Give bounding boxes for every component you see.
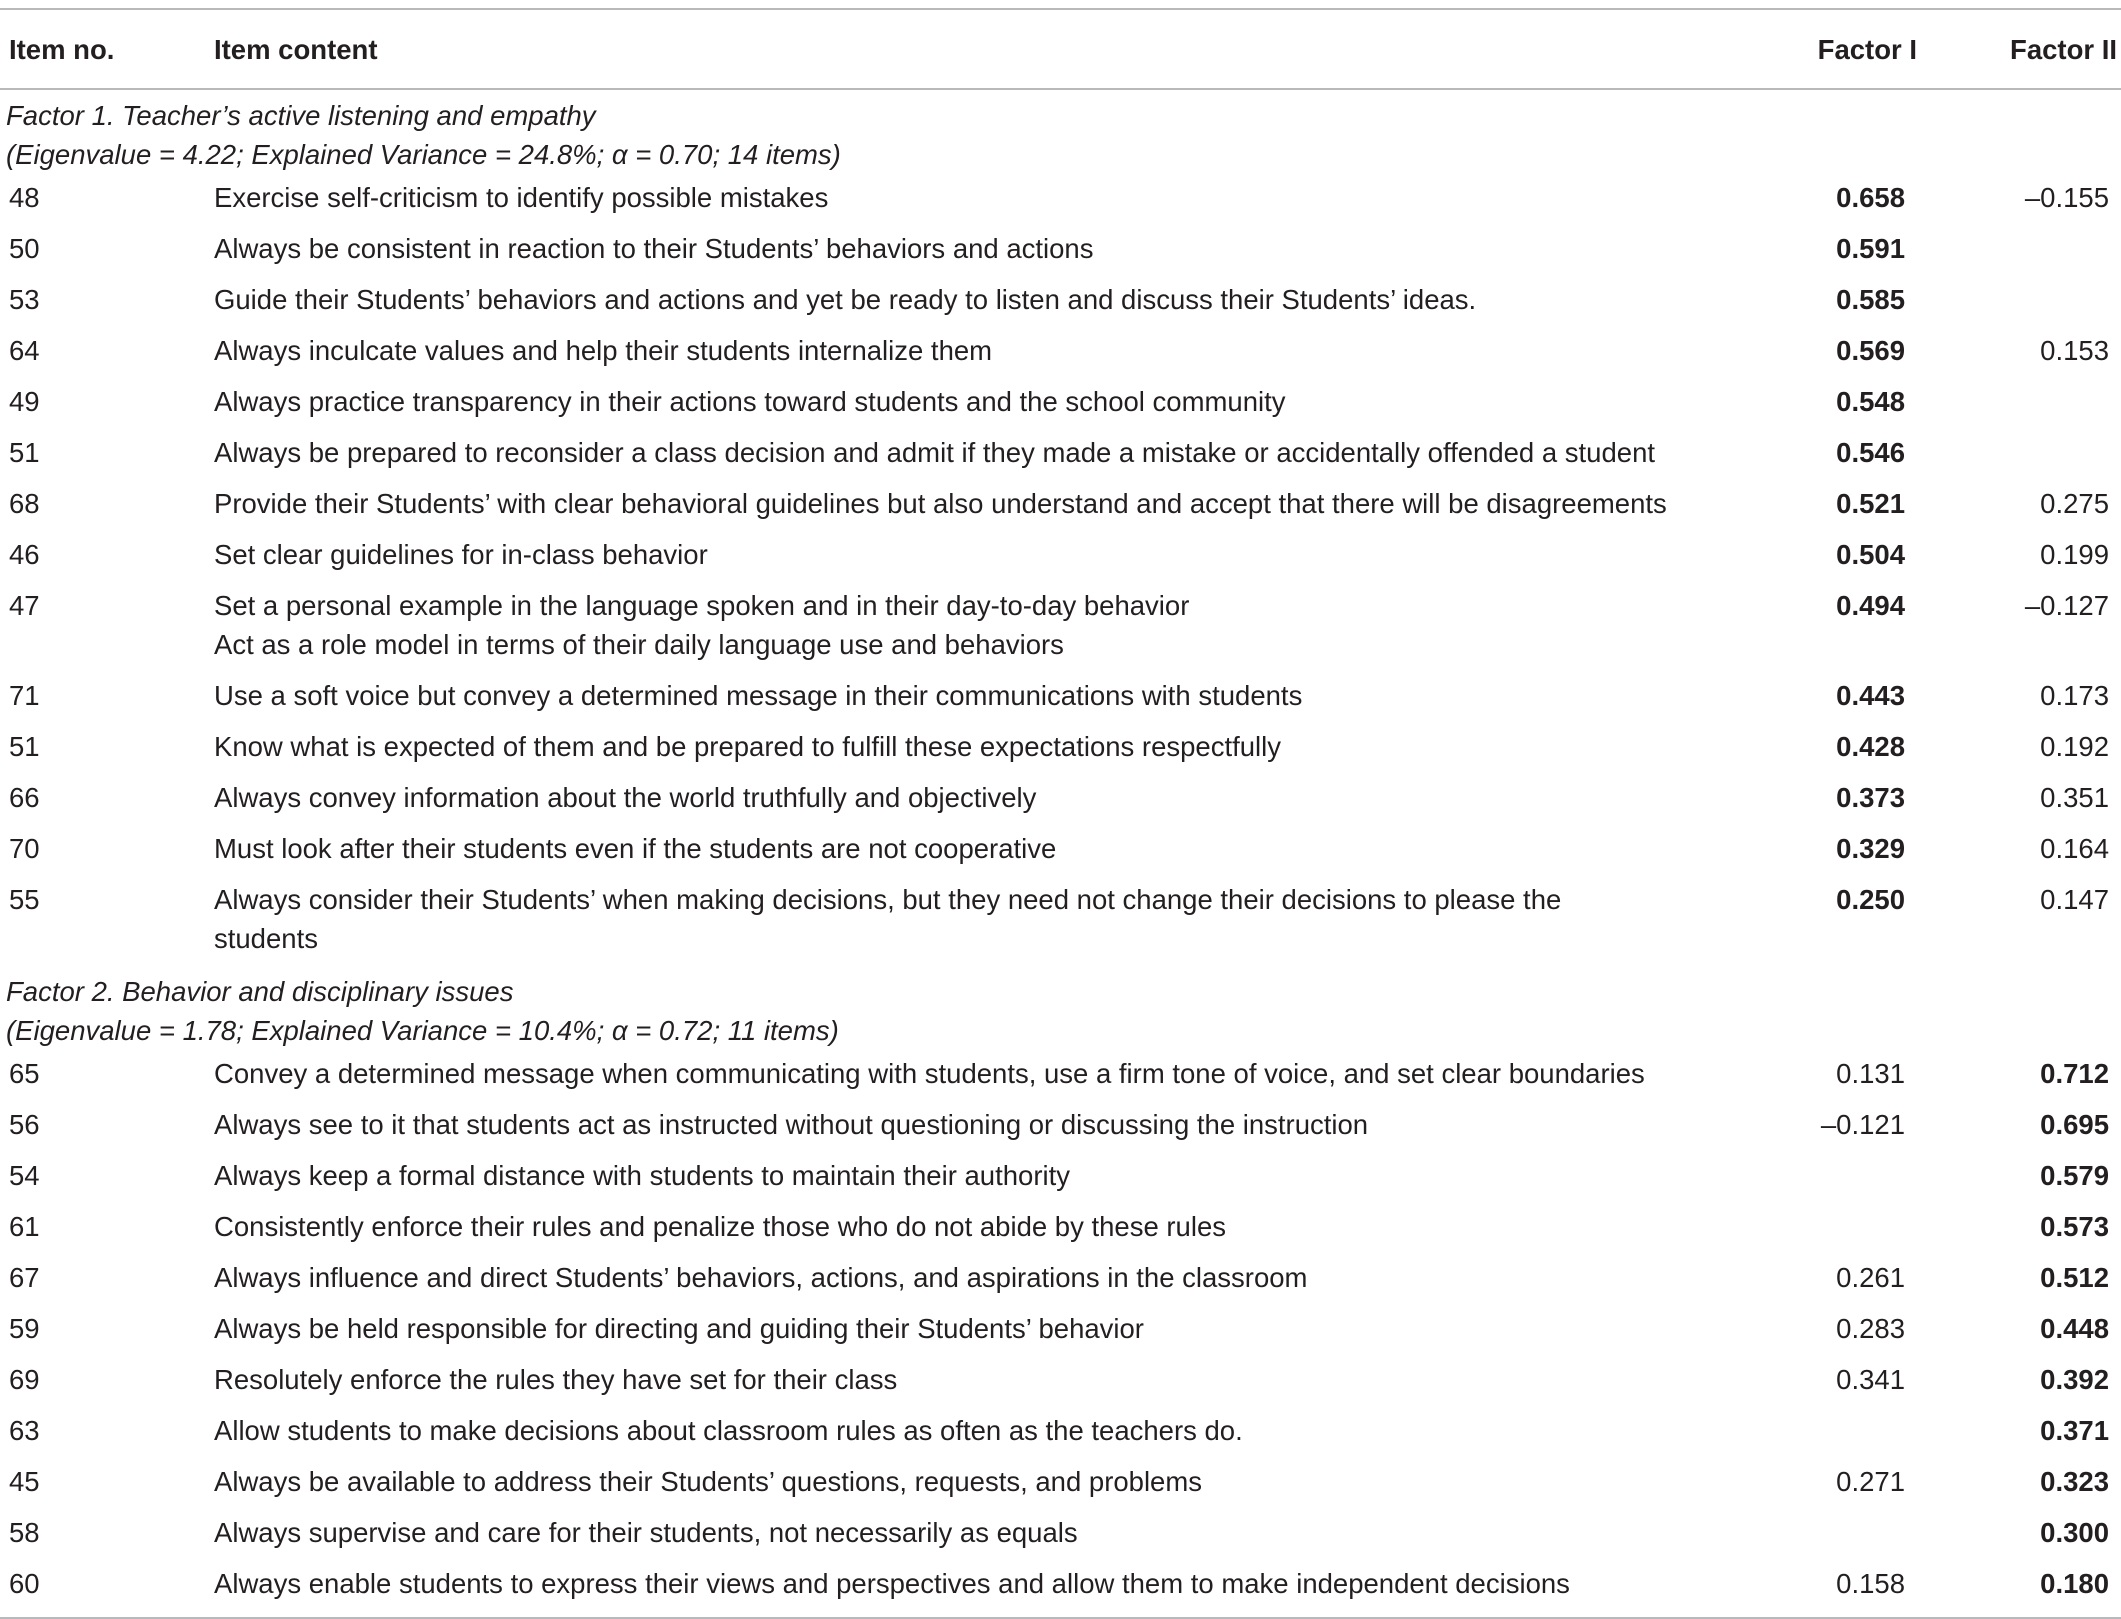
factor-loadings-table-container [0,8,2121,1619]
table-row [0,1050,2121,1101]
item-number-cell: 70 [9,833,40,864]
item-number-cell: 49 [9,386,40,417]
factor-2-loading-cell: –0.155 [2024,182,2109,213]
item-content-line: Guide their Students’ behaviors and actions and yet be ready to listen and discuss their Students’ ideas. [214,284,1477,315]
factor-2-loading-cell: 0.300 [2040,1517,2109,1548]
item-content-line: Resolutely enforce the rules they have set for their class [214,1364,898,1395]
item-content-line: Convey a determined message when communicating with students, use a firm tone of voice, and set clear boundaries [214,1058,1645,1089]
item-content-line: Exercise self-criticism to identify possible mistakes [214,182,829,213]
factor-1-loading-cell: 0.428 [1836,731,1905,762]
item-number-cell: 60 [9,1568,40,1599]
table-row [0,1356,2121,1407]
table-row [0,174,2121,225]
factor-1-loading-cell [1736,1203,1929,1254]
factor-2-loading-cell: 0.153 [2040,335,2109,366]
item-content-line: Always practice transparency in their actions toward students and the school community [214,386,1286,417]
factor-1-loading-cell: 0.591 [1836,233,1905,264]
table-row [0,480,2121,531]
table-row [0,1254,2121,1305]
factor-1-loading-cell [1736,1407,1929,1458]
item-number-cell: 54 [9,1160,40,1191]
item-content-cell [214,1560,1736,1618]
item-content-cell [214,774,1736,825]
factor-1-loading-cell: 0.658 [1836,182,1905,213]
factor-2-loading-cell: 0.275 [2040,488,2109,519]
item-content-line: Use a soft voice but convey a determined message in their communications with students [214,680,1303,711]
factor-1-loading-cell: 0.341 [1836,1364,1905,1395]
factor-1-loading-cell: 0.131 [1836,1058,1905,1089]
factor-2-loading-cell: 0.164 [2040,833,2109,864]
factor-1-loading-cell: 0.569 [1836,335,1905,366]
item-number-cell: 46 [9,539,40,570]
factor-1-loading-cell: 0.250 [1836,884,1905,915]
table-row [0,1101,2121,1152]
factor-section-stats: (Eigenvalue = 4.22; Explained Variance = 24.8%; α = 0.70; 14 items) [6,139,841,170]
factor-section-title: Factor 1. Teacher’s active listening and empathy [6,100,596,131]
factor-1-loading-cell: 0.261 [1836,1262,1905,1293]
item-number-cell: 59 [9,1313,40,1344]
item-content-line: Always supervise and care for their students, not necessarily as equals [214,1517,1078,1548]
factor-2-loading-cell: 0.448 [2040,1313,2109,1344]
table-row [0,276,2121,327]
item-number-cell: 64 [9,335,40,366]
factor-section-header [0,89,2121,174]
item-number-cell: 63 [9,1415,40,1446]
factor-2-loading-cell: 0.695 [2040,1109,2109,1140]
item-number-cell: 50 [9,233,40,264]
factor-2-loading-cell: –0.127 [2024,590,2109,621]
factor-1-loading-cell: 0.494 [1836,590,1905,621]
factor-2-loading-cell: 0.192 [2040,731,2109,762]
item-content-cell [214,876,1736,966]
item-content-cell [214,1305,1736,1356]
item-number-cell: 65 [9,1058,40,1089]
item-number-cell: 48 [9,182,40,213]
header-item-content: Item content [214,33,378,65]
item-content-line: Consistently enforce their rules and penalize those who do not abide by these rules [214,1211,1227,1242]
item-content-cell [214,531,1736,582]
factor-2-loading-cell: 0.351 [2040,782,2109,813]
item-content-line: Always inculcate values and help their students internalize them [214,335,993,366]
factor-2-loading-cell: 0.323 [2040,1466,2109,1497]
item-content-line: Always be held responsible for directing and guiding their Students’ behavior [214,1313,1144,1344]
table-row [0,429,2121,480]
table-row [0,876,2121,966]
item-content-cell [214,1458,1736,1509]
table-header [0,9,2121,89]
item-content-cell [214,480,1736,531]
item-content-cell [214,174,1736,225]
item-number-cell: 71 [9,680,40,711]
factor-2-loading-cell: 0.173 [2040,680,2109,711]
factor-2-loading-cell: 0.180 [2040,1568,2109,1599]
item-content-line: Always be prepared to reconsider a class decision and admit if they made a mistake or accidentally offended a student [214,437,1655,468]
item-number-cell: 67 [9,1262,40,1293]
table-row [0,531,2121,582]
factor-1-loading-cell: 0.443 [1836,680,1905,711]
item-number-cell: 58 [9,1517,40,1548]
item-content-line: Always consider their Students’ when making decisions, but they need not change their decisions to please the [214,884,1562,915]
item-content-cell [214,1407,1736,1458]
item-content-cell [214,1152,1736,1203]
item-number-cell: 56 [9,1109,40,1140]
item-content-line: Always be consistent in reaction to their Students’ behaviors and actions [214,233,1094,264]
item-content-cell [214,225,1736,276]
item-content-line: Always influence and direct Students’ behaviors, actions, and aspirations in the classroom [214,1262,1308,1293]
item-content-cell [214,723,1736,774]
header-factor-1: Factor I [1817,33,1917,65]
item-content-cell [214,825,1736,876]
header-factor-2: Factor II [2010,33,2117,65]
table-row [0,1509,2121,1560]
table-row [0,672,2121,723]
item-number-cell: 68 [9,488,40,519]
factor-1-loading-cell: 0.548 [1836,386,1905,417]
item-number-cell: 69 [9,1364,40,1395]
factor-2-loading-cell: 0.712 [2040,1058,2109,1089]
factor-1-loading-cell [1736,1152,1929,1203]
factor-2-loading-cell [1929,225,2121,276]
item-content-line: Always see to it that students act as instructed without questioning or discussing the instruction [214,1109,1369,1140]
item-content-line: Must look after their students even if the students are not cooperative [214,833,1057,864]
factor-section-stats: (Eigenvalue = 1.78; Explained Variance = 10.4%; α = 0.72; 11 items) [6,1015,839,1046]
factor-2-loading-cell: 0.147 [2040,884,2109,915]
item-content-cell [214,582,1736,672]
table-row [0,1560,2121,1618]
item-content-cell [214,429,1736,480]
item-content-cell [214,1101,1736,1152]
factor-1-loading-cell: 0.521 [1836,488,1905,519]
item-content-cell [214,1509,1736,1560]
factor-2-loading-cell [1929,276,2121,327]
item-content-cell [214,1203,1736,1254]
factor-2-loading-cell: 0.199 [2040,539,2109,570]
factor-1-loading-cell: 0.504 [1836,539,1905,570]
factor-1-loading-cell: 0.329 [1836,833,1905,864]
factor-2-loading-cell: 0.371 [2040,1415,2109,1446]
table-row [0,1152,2121,1203]
item-number-cell: 61 [9,1211,40,1242]
item-number-cell: 51 [9,437,40,468]
header-item-no: Item no. [9,33,115,65]
table-row [0,1407,2121,1458]
item-content-line: Set a personal example in the language spoken and in their day-to-day behavior [214,590,1190,621]
factor-1-loading-cell: 0.271 [1836,1466,1905,1497]
table-row [0,225,2121,276]
header-row [0,9,2121,89]
item-content-line: Always enable students to express their views and perspectives and allow them to make independent decisions [214,1568,1570,1599]
factor-loadings-table [0,8,2121,1619]
item-content-line: Set clear guidelines for in-class behavior [214,539,708,570]
factor-section-cell [0,89,2121,174]
item-content-cell [214,1050,1736,1101]
item-content-cell [214,327,1736,378]
item-content-line: Always be available to address their Students’ questions, requests, and problems [214,1466,1203,1497]
factor-2-loading-cell: 0.579 [2040,1160,2109,1191]
table-row [0,327,2121,378]
factor-section-header [0,966,2121,1050]
factor-1-loading-cell: 0.546 [1836,437,1905,468]
item-number-cell: 55 [9,884,40,915]
item-number-cell: 45 [9,1466,40,1497]
item-number-cell: 66 [9,782,40,813]
factor-1-loading-cell [1736,1509,1929,1560]
item-content-cell [214,276,1736,327]
item-content-line: students [214,923,318,954]
factor-section-title: Factor 2. Behavior and disciplinary issues [6,976,514,1007]
factor-2-loading-cell: 0.392 [2040,1364,2109,1395]
factor-2-loading-cell: 0.573 [2040,1211,2109,1242]
factor-1-loading-cell: 0.585 [1836,284,1905,315]
factor-1-loading-cell: 0.373 [1836,782,1905,813]
table-row [0,774,2121,825]
item-content-line: Always convey information about the world truthfully and objectively [214,782,1037,813]
table-row [0,1203,2121,1254]
table-row [0,378,2121,429]
table-row [0,582,2121,672]
item-content-cell [214,378,1736,429]
item-content-cell [214,672,1736,723]
factor-2-loading-cell [1929,378,2121,429]
factor-1-loading-cell: –0.121 [1820,1109,1905,1140]
item-content-cell [214,1254,1736,1305]
factor-1-loading-cell: 0.283 [1836,1313,1905,1344]
item-number-cell: 51 [9,731,40,762]
factor-1-loading-cell: 0.158 [1836,1568,1905,1599]
factor-2-loading-cell [1929,429,2121,480]
item-content-line: Act as a role model in terms of their daily language use and behaviors [214,629,1064,660]
table-row [0,1305,2121,1356]
table-body [0,89,2121,1618]
item-content-line: Allow students to make decisions about classroom rules as often as the teachers do. [214,1415,1243,1446]
factor-section-cell [0,966,2121,1050]
item-number-cell: 47 [9,590,40,621]
item-content-line: Always keep a formal distance with students to maintain their authority [214,1160,1070,1191]
item-content-line: Provide their Students’ with clear behavioral guidelines but also understand and accept that there will be disagreements [214,488,1667,519]
item-content-cell [214,1356,1736,1407]
item-number-cell: 53 [9,284,40,315]
item-content-line: Know what is expected of them and be prepared to fulfill these expectations respectfully [214,731,1282,762]
table-row [0,825,2121,876]
factor-2-loading-cell: 0.512 [2040,1262,2109,1293]
table-row [0,1458,2121,1509]
table-row [0,723,2121,774]
